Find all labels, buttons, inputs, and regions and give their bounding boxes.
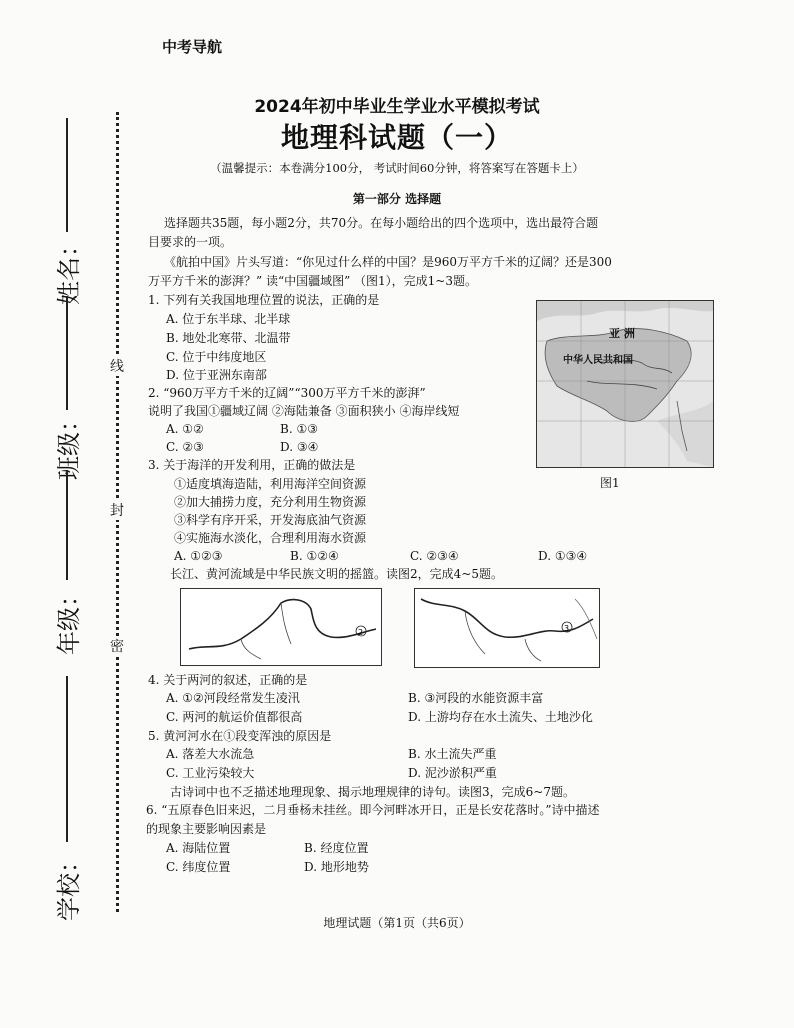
q6-option-b: B. 经度位置 bbox=[304, 841, 369, 855]
q3-option-b: B. ①②④ bbox=[290, 549, 339, 563]
q3-item-3: ③科学有序开采，开发海底油气资源 bbox=[174, 513, 367, 527]
q3-option-c: C. ②③④ bbox=[410, 549, 459, 563]
q2-option-c: C. ②③ bbox=[166, 440, 204, 454]
grade-underline bbox=[66, 470, 68, 580]
question-1-stem: 1. 下列有关我国地理位置的说法，正确的是 bbox=[148, 293, 380, 307]
figure-1-caption: 图1 bbox=[600, 476, 620, 490]
context-1-line2: 万平方千米的澎湃？” 读“中国疆域图” （图1），完成1~3题。 bbox=[148, 274, 477, 288]
school-underline bbox=[66, 676, 68, 842]
question-5-stem: 5. 黄河河水在①段变浑浊的原因是 bbox=[148, 729, 332, 743]
china-territory-map bbox=[536, 300, 714, 468]
brand-label: 中考导航 bbox=[162, 38, 223, 56]
q4-option-c: C. 两河的航运价值都很高 bbox=[166, 710, 303, 724]
svg-text:3: 3 bbox=[564, 624, 570, 633]
q5-option-a: A. 落差大水流急 bbox=[166, 747, 255, 761]
q3-item-4: ④实施海水淡化，合理利用海水资源 bbox=[174, 531, 367, 545]
yellow-river-map bbox=[180, 588, 382, 666]
yangtze-river-graphic bbox=[415, 589, 599, 667]
q2-option-d: D. ③④ bbox=[280, 440, 319, 454]
part-heading: 第一部分 选择题 bbox=[352, 192, 442, 206]
context-1-line1: 《航拍中国》片头写道：“你见过什么样的中国？是960万平方千米的辽阔？还是300 bbox=[164, 255, 612, 269]
q2-option-a: A. ①② bbox=[166, 422, 204, 436]
q3-item-1: ①适度填海造陆，利用海洋空间资源 bbox=[174, 477, 367, 491]
seal-char-xian: 线 bbox=[110, 356, 124, 376]
q5-option-d: D. 泥沙淤积严重 bbox=[408, 766, 497, 780]
q3-item-2: ②加大捕捞力度，充分利用生物资源 bbox=[174, 495, 367, 509]
exam-tip: （温馨提示：本卷满分100分， 考试时间60分钟，将答案写在答题卡上） bbox=[210, 161, 584, 175]
question-3-stem: 3. 关于海洋的开发利用，正确的做法是 bbox=[148, 458, 356, 472]
svg-text:2: 2 bbox=[358, 628, 364, 637]
q4-option-b: B. ③河段的水能资源丰富 bbox=[408, 691, 544, 705]
q4-option-d: D. 上游均存在水土流失、土地沙化 bbox=[408, 710, 593, 724]
q6-option-a: A. 海陆位置 bbox=[166, 841, 231, 855]
map-label-asia: 亚 洲 bbox=[609, 327, 635, 340]
instructions-line1: 选择题共35题，每小题2分，共70分。在每小题给出的四个选项中，选出最符合题 bbox=[164, 216, 599, 230]
question-6-stem: 6. “五原春色旧来迟，二月垂杨未挂丝。即今河畔冰开日，正是长安花落时。”诗中描述 bbox=[146, 803, 600, 817]
context-3: 古诗词中也不乏描述地理现象、揭示地理规律的诗句。读图3，完成6~7题。 bbox=[170, 785, 575, 799]
question-4-stem: 4. 关于两河的叙述，正确的是 bbox=[148, 673, 308, 687]
q2-option-b: B. ①③ bbox=[280, 422, 318, 436]
map-label-china: 中华人民共和国 bbox=[563, 355, 633, 366]
exam-subject-title: 地理科试题（一） bbox=[280, 121, 513, 154]
exam-title: 2024年初中毕业生学业水平模拟考试 bbox=[254, 97, 540, 117]
name-underline bbox=[66, 118, 68, 232]
q3-option-d: D. ①③④ bbox=[538, 549, 588, 563]
q6-option-d: D. 地形地势 bbox=[304, 860, 369, 874]
q3-option-a: A. ①②③ bbox=[174, 549, 223, 563]
context-2: 长江、黄河流域是中华民族文明的摇篮。读图2，完成4~5题。 bbox=[170, 567, 503, 581]
seal-char-feng: 封 bbox=[110, 500, 124, 520]
page-footer: 地理试题（第1页（共6页） bbox=[323, 916, 471, 930]
grade-label: 年级： bbox=[55, 583, 83, 655]
yellow-river-graphic bbox=[181, 589, 381, 665]
school-label: 学校： bbox=[55, 849, 83, 921]
name-label: 姓名： bbox=[55, 233, 83, 305]
class-label: 班级： bbox=[55, 408, 83, 480]
q1-option-d: D. 位于亚洲东南部 bbox=[166, 368, 267, 382]
q1-option-a: A. 位于东半球、北半球 bbox=[166, 312, 291, 326]
seal-char-mi: 密 bbox=[110, 636, 124, 656]
q5-option-b: B. 水土流失严重 bbox=[408, 747, 497, 761]
question-2-stem: 2. “960万平方千米的辽阔”“300万平方千米的澎湃” bbox=[148, 386, 426, 400]
q5-option-c: C. 工业污染较大 bbox=[166, 766, 255, 780]
question-2-stem-cont: 说明了我国①疆域辽阔 ②海陆兼备 ③面积狭小 ④海岸线短 bbox=[148, 404, 460, 418]
instructions-line2: 目要求的一项。 bbox=[148, 235, 233, 249]
class-underline bbox=[66, 296, 68, 410]
question-6-stem-cont: 的现象主要影响因素是 bbox=[146, 822, 267, 836]
q1-option-b: B. 地处北寒带、北温带 bbox=[166, 331, 291, 345]
q1-option-c: C. 位于中纬度地区 bbox=[166, 350, 267, 364]
yangtze-river-map bbox=[414, 588, 600, 668]
q4-option-a: A. ①②河段经常发生凌汛 bbox=[166, 691, 300, 705]
q6-option-c: C. 纬度位置 bbox=[166, 860, 231, 874]
